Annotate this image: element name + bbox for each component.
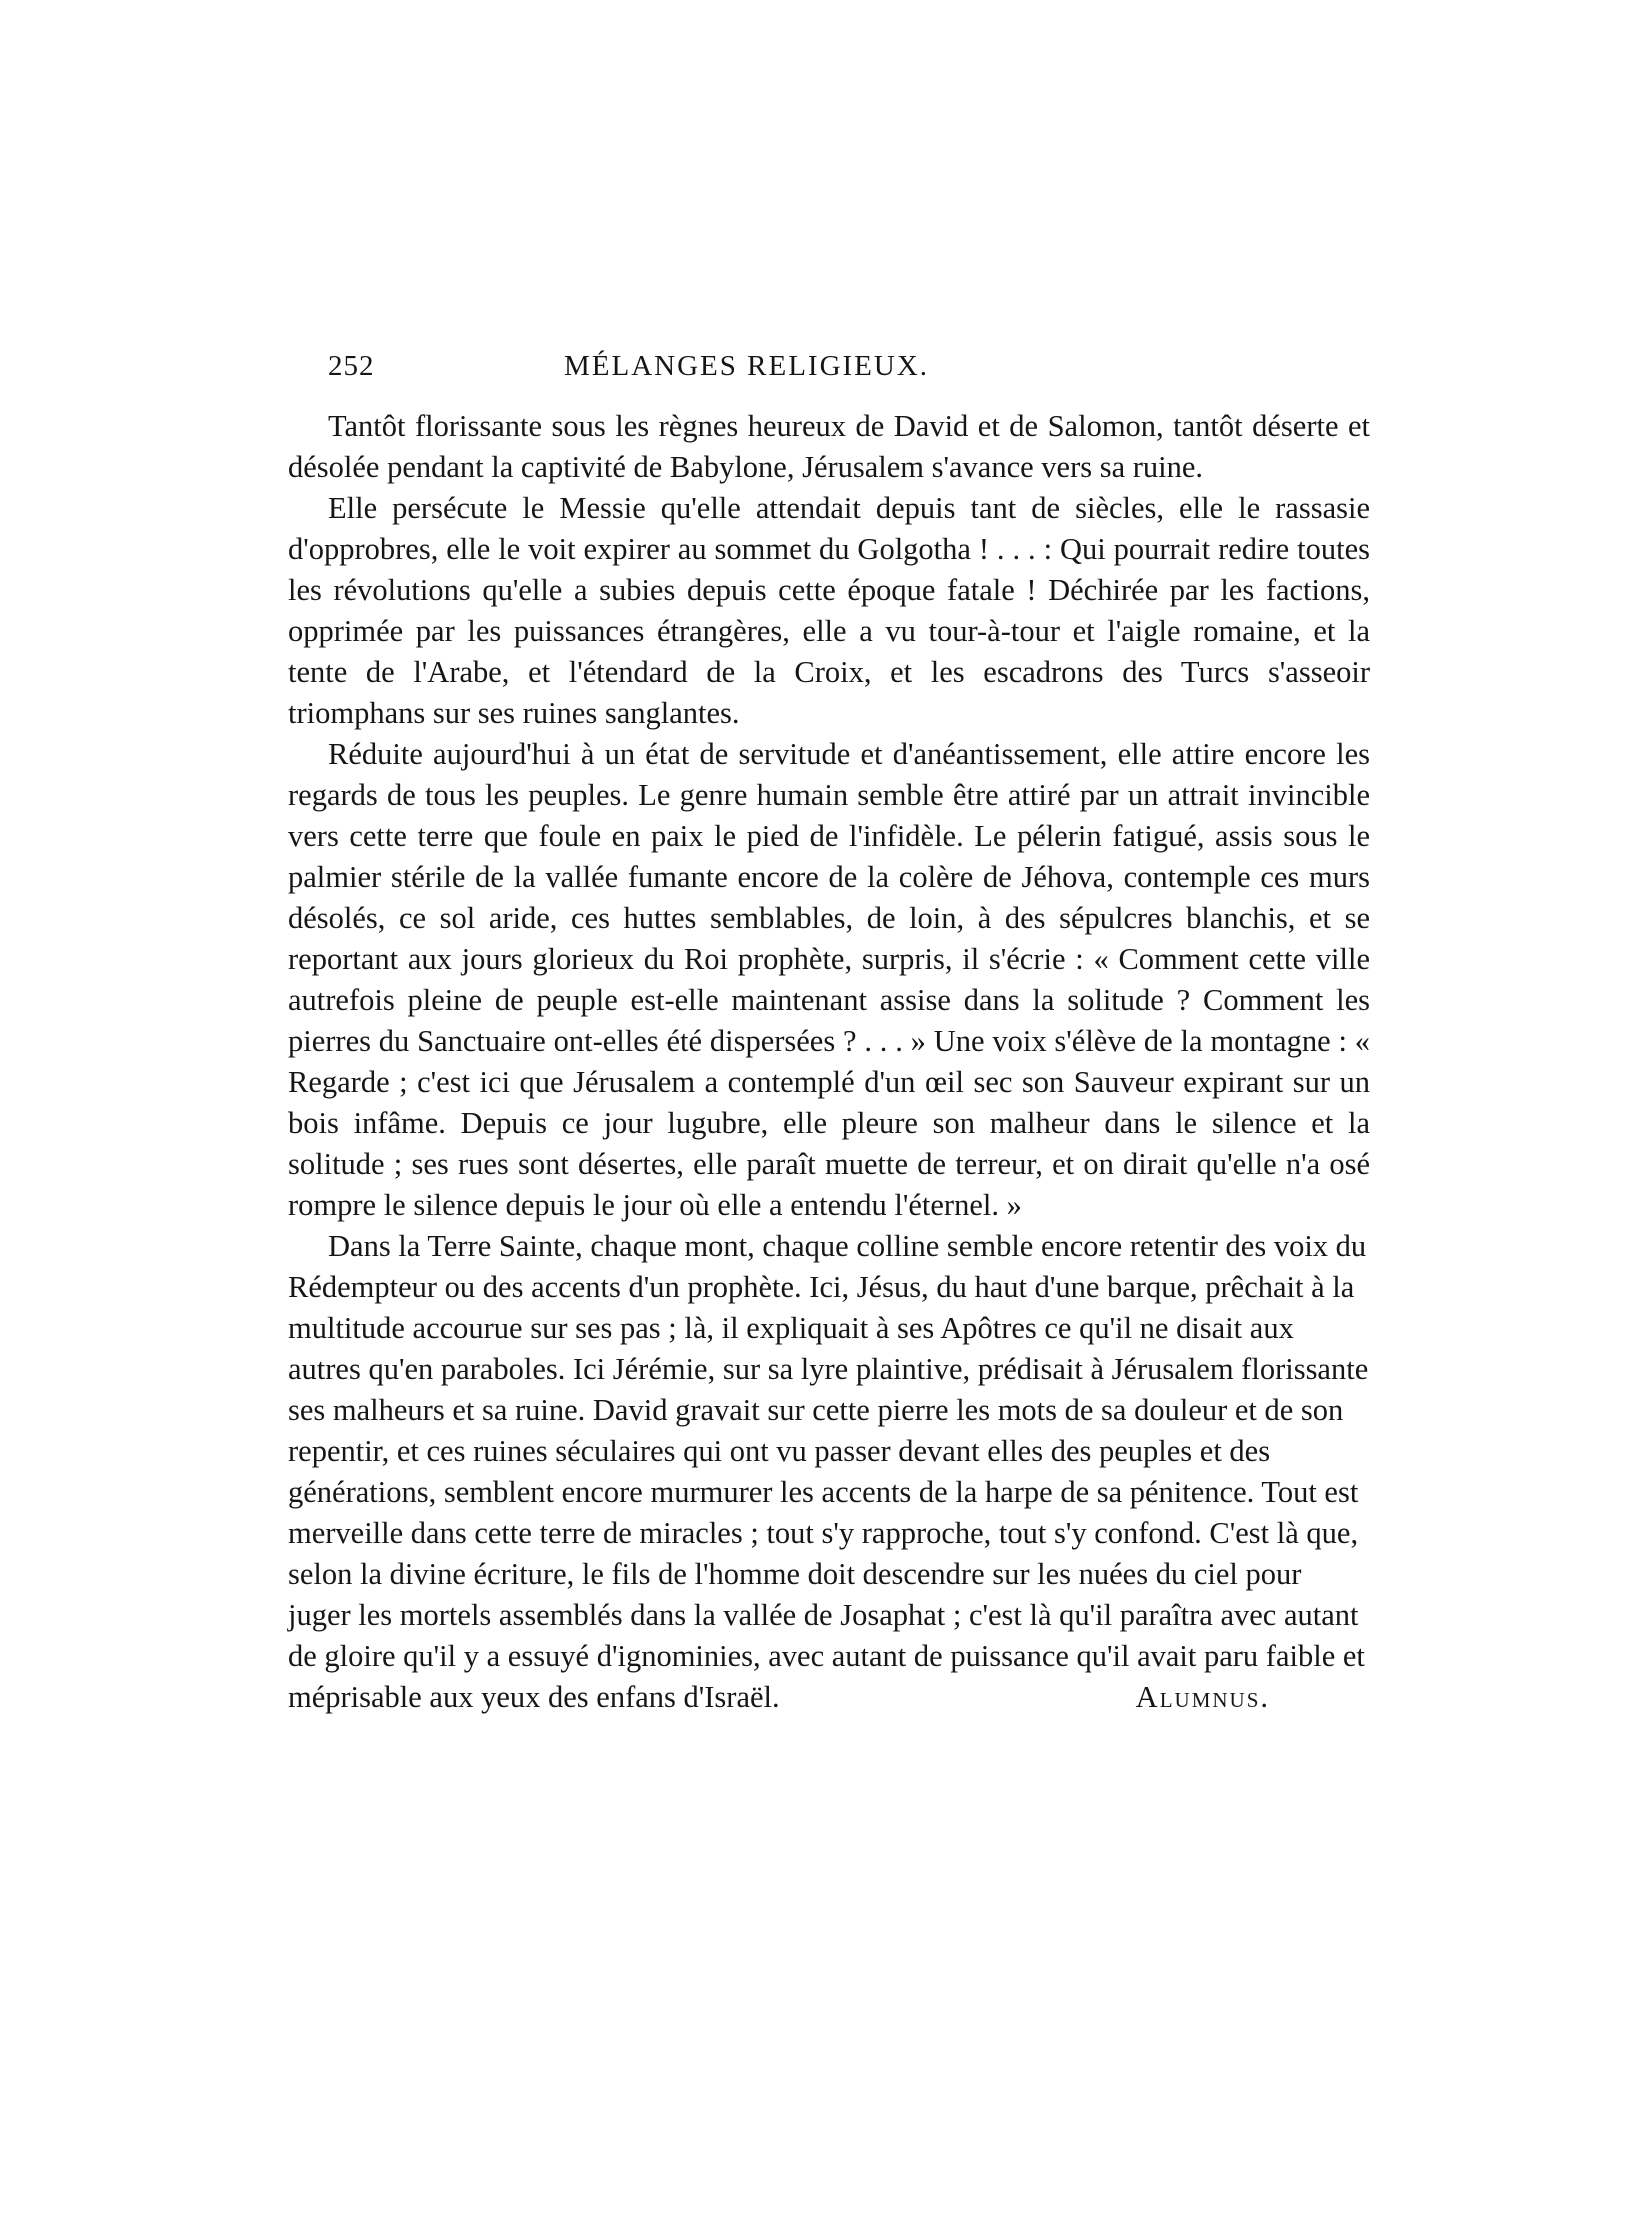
paragraph-1: Tantôt florissante sous les règnes heureux de David et de Salomon, tantôt déserte et désolée pendant la captivité de Babylone, Jérusalem s'avance vers sa ruine.: [288, 409, 1370, 484]
author-signature: Alumnus.: [1135, 1680, 1270, 1714]
paragraph-2: Elle persécute le Messie qu'elle attendait depuis tant de siècles, elle le rassasie d'opprobres, elle le voit expirer au sommet du Golgotha ! . . . : Qui pourrait redire toutes les révolutions qu'elle a subies depuis cette époque fatale ! Déchirée par les factions, opprimée par les puissances étrangères, elle a vu tour-à-tour et l'aigle romaine, et la tente de l'Arabe, et l'étendard de la Croix, et les escadrons des Turcs s'asseoir triomphans sur ses ruines sanglantes.: [288, 491, 1370, 730]
paragraph-3: Réduite aujourd'hui à un état de servitude et d'anéantissement, elle attire encore les regards de tous les peuples. Le genre humain semble être attiré par un attrait invincible vers cette terre que foule en paix le pied de l'infidèle. Le pélerin fatigué, assis sous le palmier stérile de la vallée fumante encore de la colère de Jéhova, contemple ces murs désolés, ce sol aride, ces huttes semblables, de loin, à des sépulcres blanchis, et se reportant aux jours glorieux du Roi prophète, surpris, il s'écrie : « Comment cette ville autrefois pleine de peuple est-elle maintenant assise dans la solitude ? Comment les pierres du Sanctuaire ont-elles été dispersées ? . . . » Une voix s'élève de la montagne : « Regarde ; c'est ici que Jérusalem a contemplé d'un œil sec son Sauveur expirant sur un bois infâme. Depuis ce jour lugubre, elle pleure son malheur dans le silence et la solitude ; ses rues sont désertes, elle paraît muette de terreur, et on dirait qu'elle n'a osé rompre le silence depuis le jour où elle a entendu l'éternel. »: [288, 737, 1370, 1222]
running-title: MÉLANGES RELIGIEUX.: [564, 350, 930, 382]
page-header: [328, 350, 1328, 398]
body-text: [288, 406, 1370, 1718]
paragraph-4-text: Dans la Terre Sainte, chaque mont, chaque colline semble encore retentir des voix du Rédempteur ou des accents d'un prophète. Ici, Jésus, du haut d'une barque, prêchait à la multitude accourue sur ses pas ; là, il expliquait à ses Apôtres ce qu'il ne disait aux autres qu'en paraboles. Ici Jérémie, sur sa lyre plaintive, prédisait à Jérusalem florissante ses malheurs et sa ruine. David gravait sur cette pierre les mots de sa douleur et de son repentir, et ces ruines séculaires qui ont vu passer devant elles des peuples et des générations, semblent encore murmurer les accents de la harpe de sa pénitence. Tout est merveille dans cette terre de miracles ; tout s'y rapproche, tout s'y confond. C'est là que, selon la divine écriture, le fils de l'homme doit descendre sur les nuées du ciel pour juger les mortels assemblés dans la vallée de Josaphat ; c'est là qu'il paraîtra avec autant de gloire qu'il y a essuyé d'ignominies, avec autant de puissance qu'il avait paru faible et méprisable aux yeux des enfans d'Israël.: [288, 1229, 1369, 1714]
page-number: 252: [328, 350, 375, 382]
paragraph-4: [288, 1226, 1370, 1718]
